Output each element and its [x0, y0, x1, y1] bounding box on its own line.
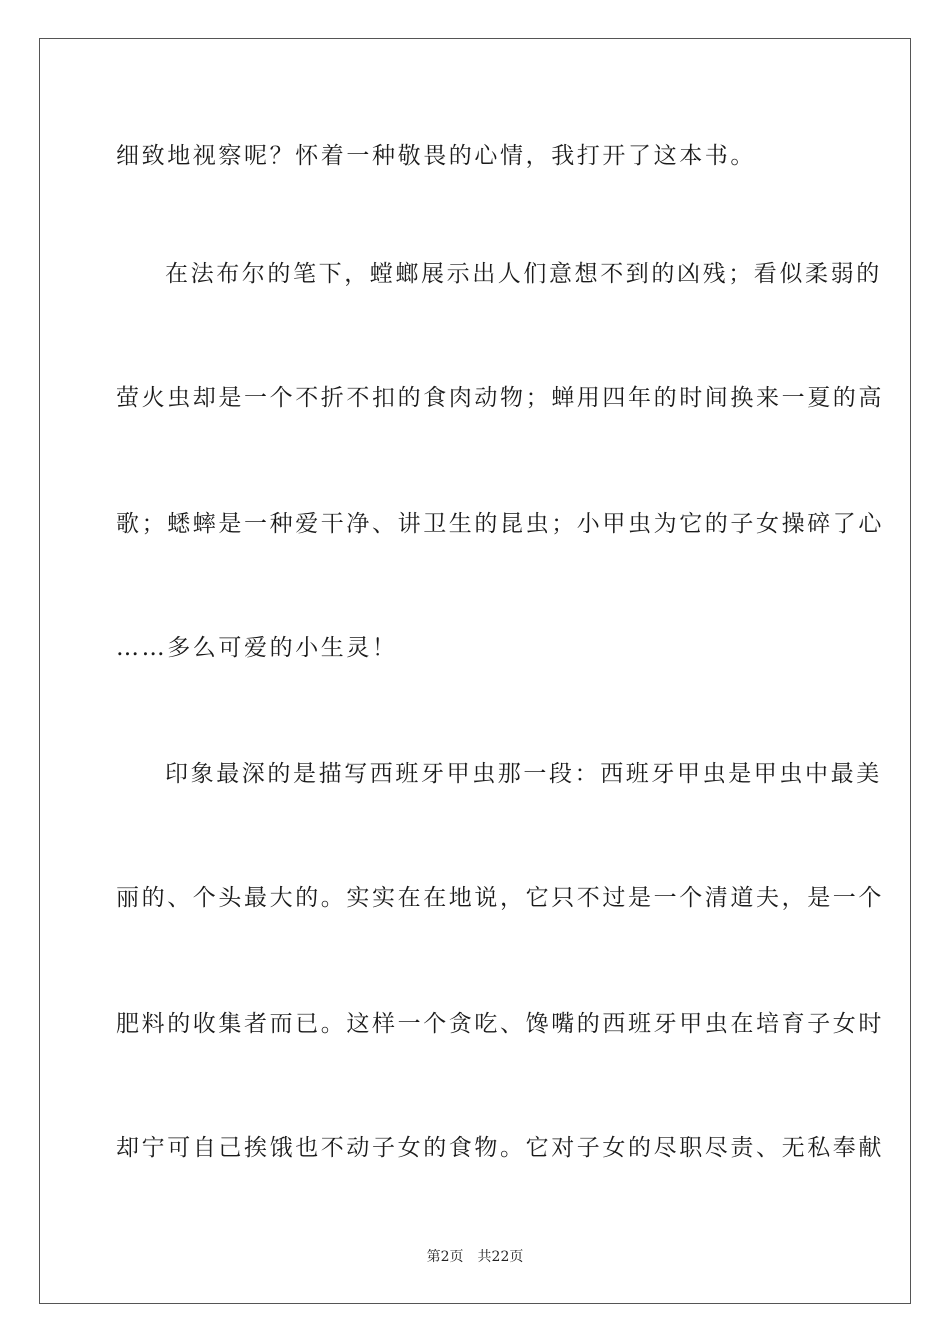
- page-frame: [39, 38, 911, 1304]
- text-line: 在法布尔的笔下，螳螂展示出人们意想不到的凶残；看似柔弱的: [165, 261, 882, 287]
- page-number: 第2页: [426, 1249, 464, 1265]
- text-line: 却宁可自己挨饿也不动子女的食物。它对子女的尽职尽责、无私奉献: [116, 1135, 884, 1161]
- page-total: 共22页: [477, 1249, 524, 1265]
- text-line: ……多么可爱的小生灵！: [116, 635, 398, 661]
- text-line: 萤火虫却是一个不折不扣的食肉动物；蝉用四年的时间换来一夏的高: [116, 385, 884, 411]
- page-footer: [0, 1248, 950, 1266]
- text-line: 丽的、个头最大的。实实在在地说，它只不过是一个清道夫，是一个: [116, 885, 884, 911]
- text-line: 印象最深的是描写西班牙甲虫那一段：西班牙甲虫是甲虫中最美: [165, 761, 882, 787]
- text-line: 肥料的收集者而已。这样一个贪吃、馋嘴的西班牙甲虫在培育子女时: [116, 1011, 884, 1037]
- text-line: 细致地视察呢？怀着一种敬畏的心情，我打开了这本书。: [116, 143, 756, 169]
- text-line: 歌；蟋蟀是一种爱干净、讲卫生的昆虫；小甲虫为它的子女操碎了心: [116, 511, 884, 537]
